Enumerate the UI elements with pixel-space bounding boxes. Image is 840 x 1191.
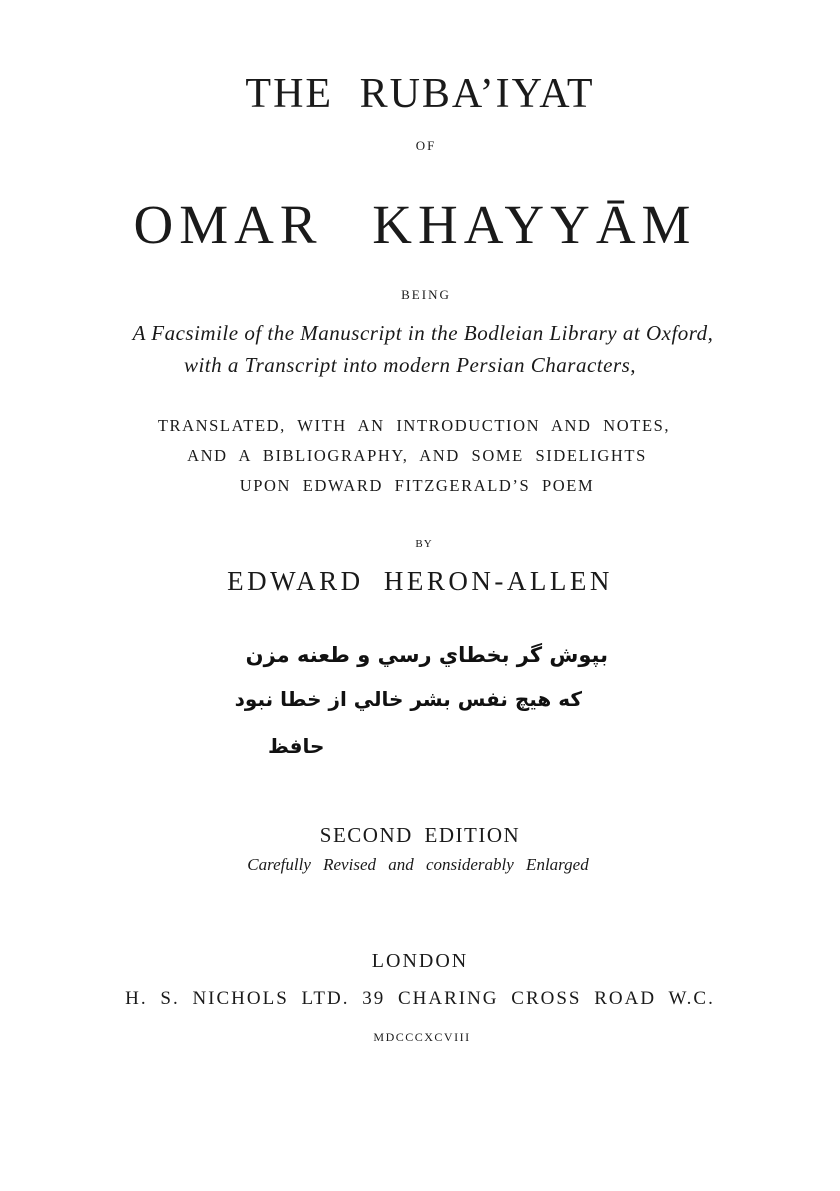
imprint-publisher: H. S. NICHOLS LTD. 39 CHARING CROSS ROAD W.C. <box>125 988 715 1009</box>
imprint-city: LONDON <box>371 950 469 972</box>
persian-epigraph-attribution: حافظ <box>268 734 325 758</box>
book-author-title: OMAR KHAYYĀM <box>133 194 697 255</box>
translation-line-3: UPON EDWARD FITZGERALD’S POEM <box>239 476 595 495</box>
persian-epigraph-line-2: که هيچ نفس بشر خالي از خطا نبود <box>234 687 582 711</box>
by-label: BY <box>415 538 433 550</box>
title-of: OF <box>415 138 437 153</box>
translator-name: EDWARD HERON-ALLEN <box>227 566 613 596</box>
translation-line-1: TRANSLATED, WITH AN INTRODUCTION AND NOTES, <box>157 416 671 435</box>
description-line-2: with a Transcript into modern Persian Characters, <box>183 353 637 377</box>
being-label: BEING <box>401 287 451 302</box>
edition-subtitle: Carefully Revised and considerably Enlarged <box>247 855 589 874</box>
book-title: THE RUBA’IYAT <box>245 71 595 117</box>
edition-label: SECOND EDITION <box>319 823 521 847</box>
description-line-1: A Facsimile of the Manuscript in the Bodleian Library at Oxford, <box>132 321 714 345</box>
imprint-year: MDCCCXCVIII <box>373 1030 471 1044</box>
persian-epigraph-line-1: بپوش گر بخطاي رسي و طعنه مزن <box>245 643 608 667</box>
translation-line-2: AND A BIBLIOGRAPHY, AND SOME SIDELIGHTS <box>187 446 647 465</box>
